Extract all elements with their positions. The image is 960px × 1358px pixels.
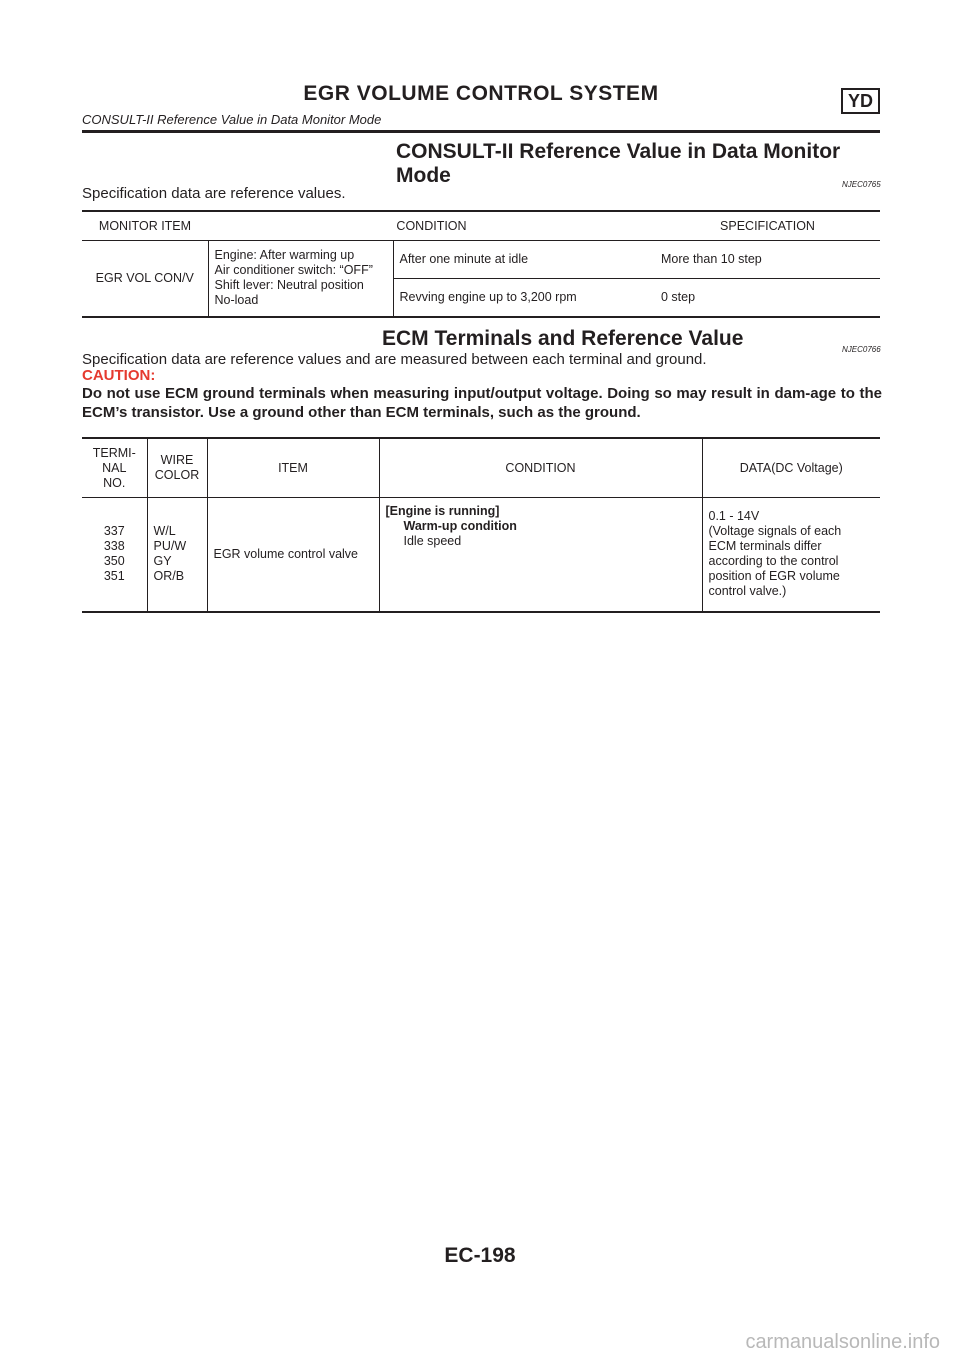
item-cell: EGR volume control valve (207, 498, 379, 612)
wire-color-cell: W/L PU/W GY OR/B (147, 498, 207, 612)
column-header: TERMI- NAL NO. (82, 438, 147, 498)
header-divider (82, 130, 880, 133)
column-header: WIRE COLOR (147, 438, 207, 498)
condition-cell: Revving engine up to 3,200 rpm (393, 279, 655, 317)
column-header: ITEM (207, 438, 379, 498)
section-intro: Specification data are reference values and are measured between each terminal and ground. (82, 351, 707, 368)
table-header-row (82, 211, 880, 241)
model-badge: YD (841, 88, 880, 114)
condition-cell: After one minute at idle (393, 241, 655, 279)
section-code: NJEC0766 (842, 345, 881, 354)
condition-cell (379, 498, 702, 612)
page-title: EGR VOLUME CONTROL SYSTEM (303, 82, 659, 105)
column-header: MONITOR ITEM (82, 211, 208, 241)
page-subtitle: CONSULT-II Reference Value in Data Monitor Mode (82, 112, 382, 127)
specification-cell: 0 step (661, 289, 696, 304)
caution-label: CAUTION: (82, 367, 156, 384)
section-heading-ecm: ECM Terminals and Reference Value (382, 327, 744, 350)
monitor-reference-table (82, 210, 880, 318)
condition-warmup: Warm-up condition (403, 519, 517, 533)
data-cell: 0.1 - 14V (Voltage signals of each ECM terminals differ according to the control position of EGR volume control valve.) (702, 498, 880, 612)
monitor-item-cell: EGR VOL CON/V (95, 270, 194, 285)
section-code: NJEC0765 (842, 180, 881, 189)
table-row (82, 241, 880, 279)
condition-idle: Idle speed (403, 534, 462, 548)
terminal-cell: 337 338 350 351 (103, 524, 125, 584)
condition-common-cell: Engine: After warming up Air conditioner switch: “OFF” Shift lever: Neutral position No-load (208, 241, 393, 317)
page-number: EC-198 (444, 1244, 516, 1267)
column-header: SPECIFICATION (655, 211, 880, 241)
condition-title: [Engine is running] (385, 504, 500, 518)
section-heading-consult: CONSULT-II Reference Value in Data Monitor Mode (396, 140, 841, 187)
column-header: CONDITION (379, 438, 702, 498)
table-row (82, 498, 880, 612)
specification-cell: More than 10 step (655, 241, 880, 279)
column-header: DATA(DC Voltage) (702, 438, 880, 498)
column-header: CONDITION (208, 211, 655, 241)
caution-text: Do not use ECM ground terminals when measuring input/output voltage. Doing so may result in dam-age to the ECM’s transistor. Use a ground other than ECM terminals, such as the ground. (82, 385, 882, 421)
table-header-row (82, 438, 880, 498)
watermark[interactable]: carmanualsonline.info (745, 1331, 940, 1353)
ecm-terminal-table (82, 437, 880, 613)
section-intro: Specification data are reference values. (82, 185, 346, 202)
